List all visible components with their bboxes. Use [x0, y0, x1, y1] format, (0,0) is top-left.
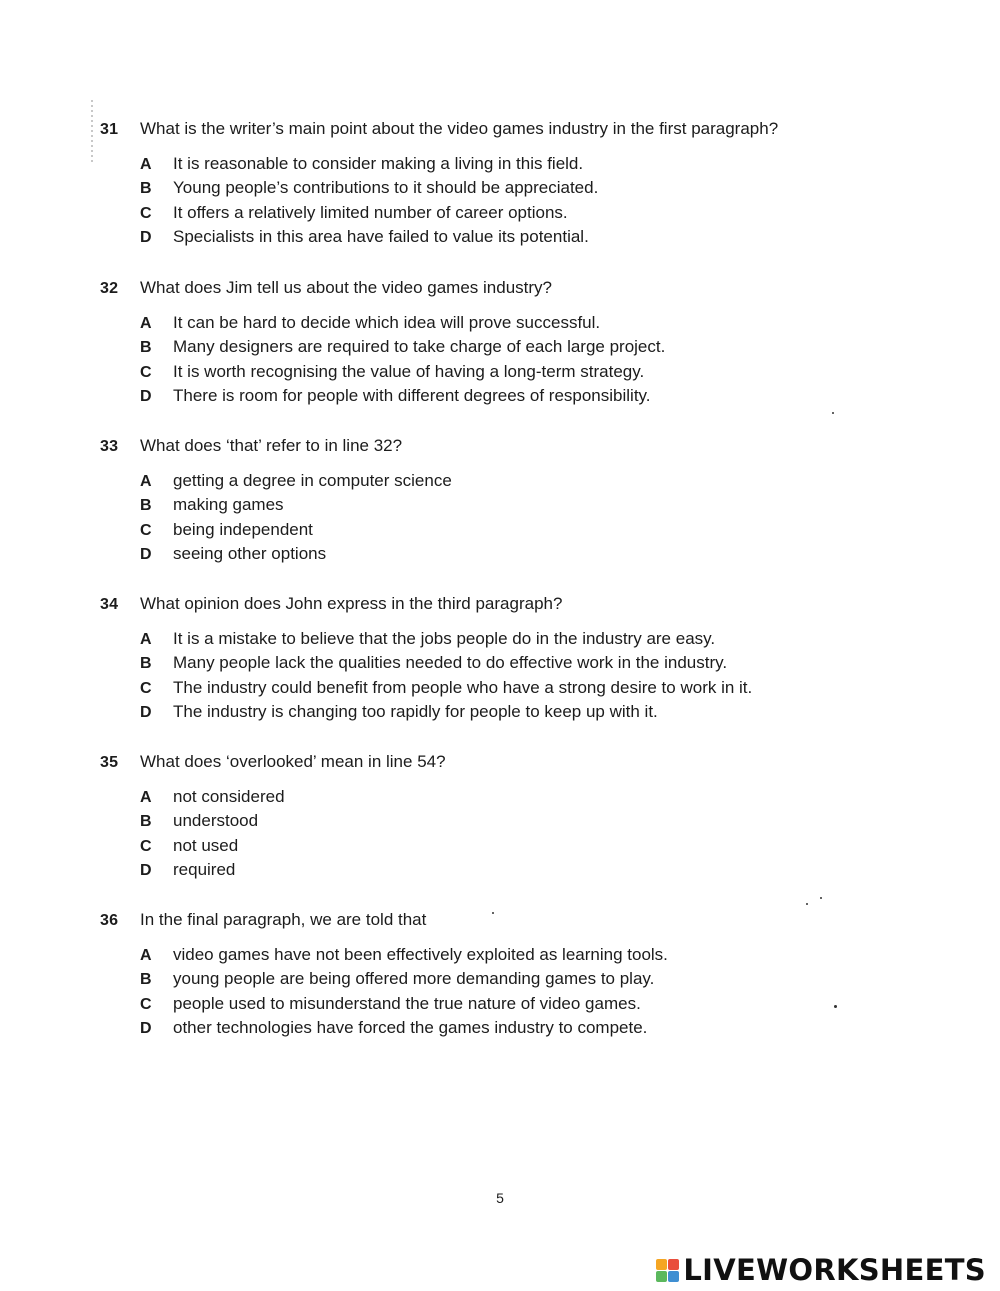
option-list	[140, 154, 960, 252]
question-text: What does Jim tell us about the video games industry?	[140, 278, 552, 297]
option-text: getting a degree in computer science	[173, 471, 452, 490]
option-text: There is room for people with different degrees of responsibility.	[173, 386, 651, 406]
option-c[interactable]	[140, 994, 960, 1018]
option-text: young people are being offered more demanding games to play.	[173, 969, 655, 989]
option-c[interactable]	[140, 520, 960, 544]
option-list	[140, 313, 960, 411]
question-text: What opinion does John express in the third paragraph?	[140, 594, 563, 613]
option-text: required	[173, 860, 236, 880]
question-text: In the final paragraph, we are told that	[140, 910, 427, 929]
option-text: not considered	[173, 787, 285, 806]
option-text: being independent	[173, 519, 313, 539]
scan-artifact	[91, 100, 93, 162]
option-text: It is a mistake to believe that the jobs people do in the industry are easy.	[173, 629, 716, 648]
option-a[interactable]	[140, 629, 960, 653]
option-letter: B	[140, 180, 152, 198]
scan-speck	[492, 912, 494, 914]
option-text: other technologies have forced the games industry to compete.	[173, 1018, 648, 1038]
option-letter: C	[140, 995, 152, 1013]
option-text: The industry is changing too rapidly for people to keep up with it.	[173, 702, 658, 722]
option-text: people used to misunderstand the true nature of video games.	[173, 993, 641, 1013]
option-text: Specialists in this area have failed to value its potential.	[173, 227, 589, 247]
option-b[interactable]	[140, 969, 960, 993]
question-number: 34	[100, 596, 119, 613]
question-number: 35	[100, 754, 119, 771]
option-letter: A	[140, 473, 152, 490]
question-32	[100, 278, 960, 411]
option-letter: D	[140, 704, 152, 722]
option-list	[140, 945, 960, 1043]
option-letter: B	[140, 655, 152, 673]
question-number: 33	[100, 438, 119, 455]
option-b[interactable]	[140, 337, 960, 361]
question-31	[100, 119, 960, 252]
option-d[interactable]	[140, 1018, 960, 1042]
question-number: 31	[100, 121, 119, 138]
option-letter: C	[140, 204, 152, 222]
question-34	[100, 594, 960, 727]
question-35	[100, 752, 960, 885]
option-letter: C	[140, 363, 152, 381]
option-letter: C	[140, 679, 152, 697]
question-text: What is the writer’s main point about the video games industry in the first paragraph?	[140, 119, 779, 138]
question-number: 36	[100, 912, 119, 929]
option-a[interactable]	[140, 787, 960, 811]
option-text: making games	[173, 495, 284, 515]
option-b[interactable]	[140, 653, 960, 677]
option-letter: B	[140, 971, 152, 989]
option-d[interactable]	[140, 386, 960, 410]
liveworksheets-watermark	[656, 1253, 986, 1287]
logo-tile	[656, 1271, 667, 1282]
option-text: It can be hard to decide which idea will prove successful.	[173, 313, 601, 332]
option-letter: B	[140, 497, 152, 515]
option-c[interactable]	[140, 203, 960, 227]
option-letter: D	[140, 388, 152, 406]
option-letter: D	[140, 546, 152, 564]
option-a[interactable]	[140, 945, 960, 969]
option-c[interactable]	[140, 836, 960, 860]
option-letter: D	[140, 862, 152, 880]
option-text: It is reasonable to consider making a living in this field.	[173, 154, 584, 173]
option-text: video games have not been effectively exploited as learning tools.	[173, 945, 668, 964]
question-36	[100, 910, 960, 1043]
option-c[interactable]	[140, 362, 960, 386]
option-letter: C	[140, 521, 152, 539]
option-d[interactable]	[140, 544, 960, 568]
scan-speck	[832, 412, 834, 414]
option-letter: A	[140, 947, 152, 964]
option-letter: A	[140, 631, 152, 648]
option-d[interactable]	[140, 702, 960, 726]
watermark-text: LIVEWORKSHEETS	[683, 1253, 986, 1287]
logo-tile	[656, 1259, 667, 1270]
option-a[interactable]	[140, 471, 960, 495]
option-letter: B	[140, 813, 152, 831]
question-number: 32	[100, 280, 119, 297]
option-text: Many people lack the qualities needed to do effective work in the industry.	[173, 653, 728, 673]
logo-tile	[668, 1259, 679, 1270]
option-d[interactable]	[140, 227, 960, 251]
question-33	[100, 436, 960, 569]
option-text: seeing other options	[173, 544, 327, 564]
option-letter: A	[140, 315, 152, 332]
option-letter: D	[140, 229, 152, 247]
option-text: Young people’s contributions to it should be appreciated.	[173, 178, 599, 198]
scan-speck	[820, 897, 822, 899]
option-b[interactable]	[140, 811, 960, 835]
option-a[interactable]	[140, 154, 960, 178]
option-letter: A	[140, 789, 152, 806]
option-text: It offers a relatively limited number of career options.	[173, 202, 568, 222]
option-text: It is worth recognising the value of having a long-term strategy.	[173, 361, 645, 381]
option-list	[140, 629, 960, 727]
page-number: 5	[496, 1190, 504, 1206]
scan-speck	[834, 1005, 837, 1008]
option-b[interactable]	[140, 178, 960, 202]
logo-tile	[668, 1271, 679, 1282]
option-text: understood	[173, 811, 259, 831]
liveworksheets-logo-icon	[656, 1259, 679, 1282]
option-d[interactable]	[140, 860, 960, 884]
option-list	[140, 471, 960, 569]
option-a[interactable]	[140, 313, 960, 337]
option-b[interactable]	[140, 495, 960, 519]
option-letter: D	[140, 1020, 152, 1038]
option-letter: A	[140, 156, 152, 173]
option-letter: C	[140, 837, 152, 855]
question-text: What does ‘that’ refer to in line 32?	[140, 436, 403, 455]
option-text: not used	[173, 835, 239, 855]
option-list	[140, 787, 960, 885]
option-letter: B	[140, 339, 152, 357]
option-c[interactable]	[140, 678, 960, 702]
option-text: The industry could benefit from people who have a strong desire to work in it.	[173, 677, 753, 697]
question-text: What does ‘overlooked’ mean in line 54?	[140, 752, 446, 771]
scan-speck	[806, 903, 808, 905]
option-text: Many designers are required to take charge of each large project.	[173, 337, 666, 357]
